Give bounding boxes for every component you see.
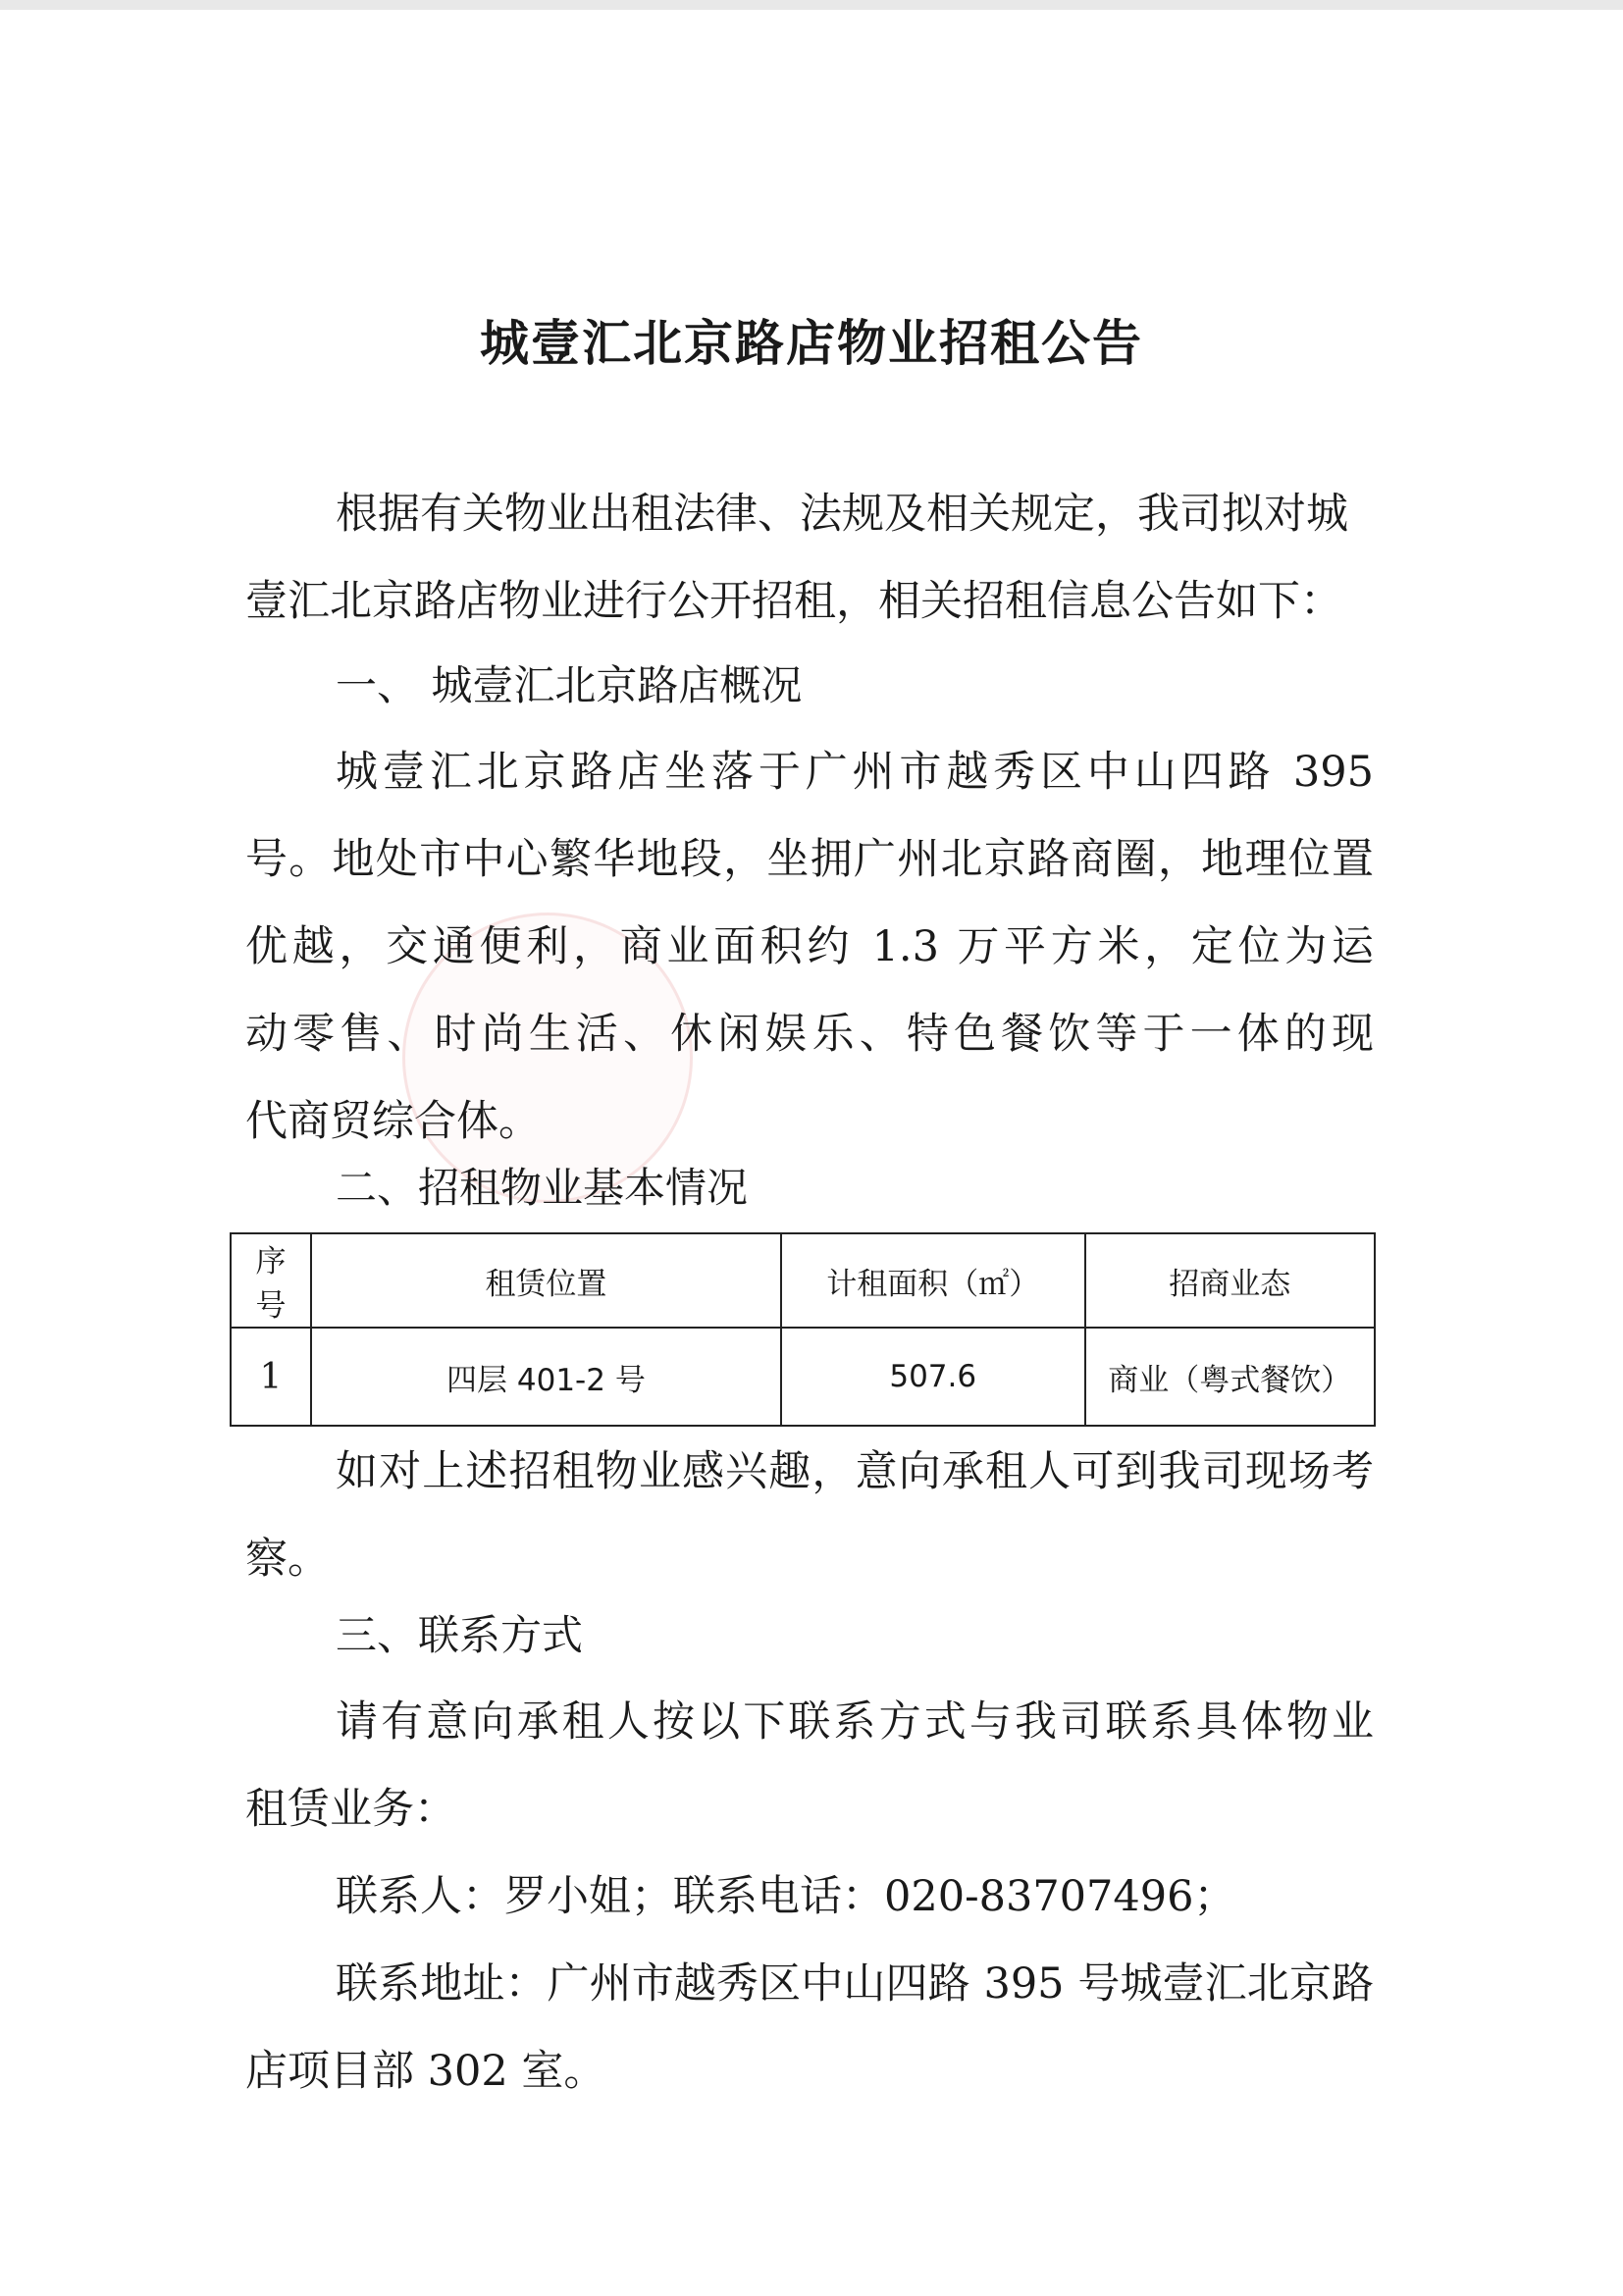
section3-line-1: 请有意向承租人按以下联系方式与我司联系具体物业 — [336, 1697, 1374, 1747]
intro-line-1: 根据有关物业出租法律、法规及相关规定，我司拟对城 — [336, 490, 1348, 539]
section1-line-5: 代商贸综合体。 — [245, 1097, 541, 1146]
header-area: 计租面积（㎡） — [781, 1233, 1085, 1328]
cell-business: 商业（粤式餐饮） — [1085, 1328, 1376, 1426]
section2 — [245, 1144, 1374, 1231]
contact-line: 联系人：罗小姐；联系电话：020-83707496； — [336, 1872, 1236, 1921]
rental-table — [230, 1232, 1376, 1427]
intro-paragraph — [245, 471, 1374, 646]
cell-index: 1 — [231, 1328, 311, 1426]
header-location: 租赁位置 — [311, 1233, 781, 1328]
header-index-top: 序 — [255, 1244, 287, 1279]
header-business: 招商业态 — [1085, 1233, 1376, 1328]
intro-line-2: 壹汇北京路店物业进行公开招租，相关招租信息公告如下： — [245, 577, 1342, 626]
section3-line-2: 租赁业务： — [245, 1785, 456, 1834]
note-line-1: 如对上述招租物业感兴趣，意向承租人可到我司现场考 — [336, 1447, 1374, 1496]
address-line-1: 联系地址：广州市越秀区中山四路 395 号城壹汇北京路 — [336, 1959, 1374, 2009]
table-header-row — [231, 1233, 1375, 1328]
scan-edge — [0, 0, 1623, 10]
address-line-2: 店项目部 302 室。 — [245, 2047, 606, 2096]
section1-line-2: 号。地处市中心繁华地段，坐拥广州北京路商圈，地理位置 — [245, 835, 1374, 884]
note-line-2: 察。 — [245, 1535, 330, 1584]
cell-area: 507.6 — [781, 1328, 1085, 1426]
section3 — [245, 1592, 1374, 2115]
document-title: 城壹汇北京路店物业招租公告 — [480, 315, 1143, 372]
table-row — [231, 1328, 1375, 1426]
section2-heading: 二、招租物业基本情况 — [336, 1164, 749, 1212]
section1-heading: 一、 城壹汇北京路店概况 — [336, 661, 803, 709]
section1-line-1: 城壹汇北京路店坐落于广州市越秀区中山四路 395 — [336, 748, 1374, 797]
table-note — [245, 1429, 1374, 1603]
header-index-bottom: 号 — [255, 1288, 287, 1324]
cell-location: 四层 401-2 号 — [311, 1328, 781, 1426]
section1 — [245, 642, 1374, 1166]
section1-line-3: 优越，交通便利，商业面积约 1.3 万平方米，定位为运 — [245, 922, 1374, 971]
section1-line-4: 动零售、时尚生活、休闲娱乐、特色餐饮等于一体的现 — [245, 1010, 1374, 1059]
header-index — [231, 1233, 311, 1328]
section3-heading: 三、联系方式 — [336, 1611, 584, 1659]
